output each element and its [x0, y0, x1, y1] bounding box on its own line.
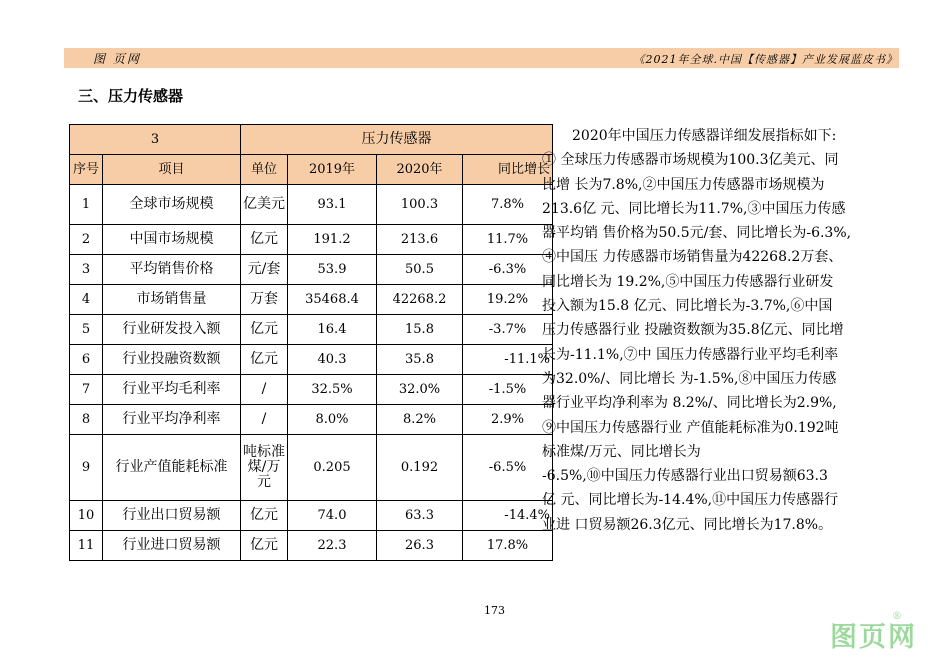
- column-header-value-2019: 2019年: [288, 155, 377, 185]
- cell-index: 7: [70, 375, 103, 405]
- cell-unit: /: [241, 405, 288, 435]
- cell-item: 行业研发投入额: [103, 315, 241, 345]
- cell-item: 平均销售价格: [103, 255, 241, 285]
- table-row: [70, 405, 553, 435]
- paragraph-line: 标准煤/万元、同比增长为: [542, 443, 701, 460]
- header-left-text: 图 页网: [93, 52, 141, 66]
- cell-value-2019: 32.5%: [288, 375, 377, 405]
- description-paragraph: [542, 124, 896, 537]
- cell-item: 全球市场规模: [103, 185, 241, 225]
- cell-value-2019: 8.0%: [288, 405, 377, 435]
- cell-yoy-growth: -1.5%: [463, 375, 553, 405]
- cell-value-2020: 100.3: [377, 185, 463, 225]
- cell-value-2019: 22.3: [288, 531, 377, 561]
- table-title-row: [70, 125, 553, 155]
- cell-unit: 亿元: [241, 501, 288, 531]
- paragraph-line: 比增 长为7.8%,②中国压力传感器市场规模为: [542, 176, 825, 193]
- cell-value-2019: 35468.4: [288, 285, 377, 315]
- paragraph-line: -6.5%,⑩中国压力传感器行业出口贸易额63.3: [542, 468, 828, 485]
- cell-unit: 亿元: [241, 315, 288, 345]
- cell-yoy-growth: 2.9%: [463, 405, 553, 435]
- cell-item: 市场销售量: [103, 285, 241, 315]
- cell-value-2019: 74.0: [288, 501, 377, 531]
- paragraph-line: 压力传感器行业 投融资数额为35.8亿元、同比增: [542, 322, 844, 339]
- cell-value-2019: 40.3: [288, 345, 377, 375]
- cell-value-2020: 15.8: [377, 315, 463, 345]
- cell-index: 10: [70, 501, 103, 531]
- section-title: 三、压力传感器: [78, 87, 184, 105]
- table-row: [70, 435, 553, 501]
- cell-value-2020: 0.192: [377, 435, 463, 501]
- cell-item: 行业平均净利率: [103, 405, 241, 435]
- cell-unit: 亿元: [241, 345, 288, 375]
- cell-unit: 万套: [241, 285, 288, 315]
- table-row: [70, 375, 553, 405]
- table-row: [70, 531, 553, 561]
- cell-value-2019: 93.1: [288, 185, 377, 225]
- table-title-number: 3: [70, 125, 241, 155]
- paragraph-line: 2020年中国压力传感器详细发展指标如下:: [572, 128, 837, 144]
- cell-item: 行业平均毛利率: [103, 375, 241, 405]
- header-right-text: 《2021年全球.中国【传感器】产业发展蓝皮书》: [633, 53, 898, 66]
- cell-unit: /: [241, 375, 288, 405]
- cell-unit: 亿元: [241, 225, 288, 255]
- cell-item: 行业进口贸易额: [103, 531, 241, 561]
- cell-index: 4: [70, 285, 103, 315]
- cell-unit: 吨标准煤/万元: [241, 435, 288, 501]
- table-row: [70, 185, 553, 225]
- cell-yoy-growth: 7.8%: [463, 185, 553, 225]
- paragraph-line: 器平均销 售价格为50.5元/套、同比增长为-6.3%,: [542, 225, 852, 242]
- cell-index: 3: [70, 255, 103, 285]
- table-title-name: 压力传感器: [241, 125, 553, 155]
- cell-item: 行业产值能耗标准: [103, 435, 241, 501]
- cell-yoy-growth: -3.7%: [463, 315, 553, 345]
- cell-value-2020: 32.0%: [377, 375, 463, 405]
- cell-value-2019: 191.2: [288, 225, 377, 255]
- column-header-value-2020: 2020年: [377, 155, 463, 185]
- table-row: [70, 315, 553, 345]
- table-row: [70, 255, 553, 285]
- cell-index: 5: [70, 315, 103, 345]
- table-row: [70, 285, 553, 315]
- paragraph-line: 213.6亿 元、同比增长为11.7%,③中国压力传感: [542, 200, 846, 217]
- table-row: [70, 225, 553, 255]
- paragraph-line: 长为-11.1%,⑦中 国压力传感器行业平均毛利率: [542, 346, 839, 363]
- column-header-yoy-growth: 同比增长: [463, 155, 553, 185]
- cell-unit: 元/套: [241, 255, 288, 285]
- cell-unit: 亿美元: [241, 185, 288, 225]
- cell-item: 中国市场规模: [103, 225, 241, 255]
- cell-value-2019: 0.205: [288, 435, 377, 501]
- cell-yoy-growth: -6.5%: [463, 435, 553, 501]
- cell-value-2019: 16.4: [288, 315, 377, 345]
- cell-value-2020: 213.6: [377, 225, 463, 255]
- paragraph-line: 投入额为15.8 亿元、同比增长为-3.7%,⑥中国: [542, 298, 833, 315]
- paragraph-line: ⑨中国压力传感器行业 产值能耗标准为0.192吨: [542, 419, 839, 436]
- cell-value-2020: 8.2%: [377, 405, 463, 435]
- column-header-unit: 单位: [241, 155, 288, 185]
- table-header-row: [70, 155, 553, 185]
- cell-value-2020: 35.8: [377, 345, 463, 375]
- paragraph-line: ① 全球压力传感器市场规模为100.3亿美元、同: [542, 152, 839, 169]
- watermark-logo: 图页网: [830, 622, 917, 653]
- page-number: 173: [484, 604, 505, 617]
- cell-yoy-growth: 11.7%: [463, 225, 553, 255]
- cell-item: 行业出口贸易额: [103, 501, 241, 531]
- paragraph-line: 业进 口贸易额26.3亿元、同比增长为17.8%。: [542, 516, 833, 533]
- column-header-index: 序号: [70, 155, 103, 185]
- paragraph-line: 同比增长为 19.2%,⑤中国压力传感器行业研发: [542, 273, 834, 290]
- paragraph-line: 为32.0%/、同比增长 为-1.5%,⑧中国压力传感: [542, 370, 837, 387]
- cell-value-2020: 63.3: [377, 501, 463, 531]
- cell-value-2020: 42268.2: [377, 285, 463, 315]
- table-row: [70, 501, 553, 531]
- column-header-item: 项目: [103, 155, 241, 185]
- paragraph-line: ④中国压 力传感器市场销售量为42268.2万套、: [542, 249, 843, 266]
- cell-yoy-growth: -14.4%: [463, 501, 553, 531]
- cell-yoy-growth: -6.3%: [463, 255, 553, 285]
- cell-index: 1: [70, 185, 103, 225]
- table-row: [70, 345, 553, 375]
- cell-index: 2: [70, 225, 103, 255]
- cell-yoy-growth: 17.8%: [463, 531, 553, 561]
- paragraph-line: 亿 元、同比增长为-14.4%,⑪中国压力传感器行: [542, 492, 839, 509]
- cell-value-2019: 53.9: [288, 255, 377, 285]
- cell-index: 6: [70, 345, 103, 375]
- cell-item: 行业投融资数额: [103, 345, 241, 375]
- cell-value-2020: 50.5: [377, 255, 463, 285]
- cell-yoy-growth: 19.2%: [463, 285, 553, 315]
- cell-unit: 亿元: [241, 531, 288, 561]
- cell-value-2020: 26.3: [377, 531, 463, 561]
- cell-index: 9: [70, 435, 103, 501]
- registered-mark: ®: [892, 611, 902, 622]
- cell-yoy-growth: -11.1%: [463, 345, 553, 375]
- cell-index: 8: [70, 405, 103, 435]
- indicator-table: [69, 124, 553, 561]
- paragraph-line: 器行业平均净利率为 8.2%/、同比增长为2.9%,: [542, 395, 837, 412]
- cell-index: 11: [70, 531, 103, 561]
